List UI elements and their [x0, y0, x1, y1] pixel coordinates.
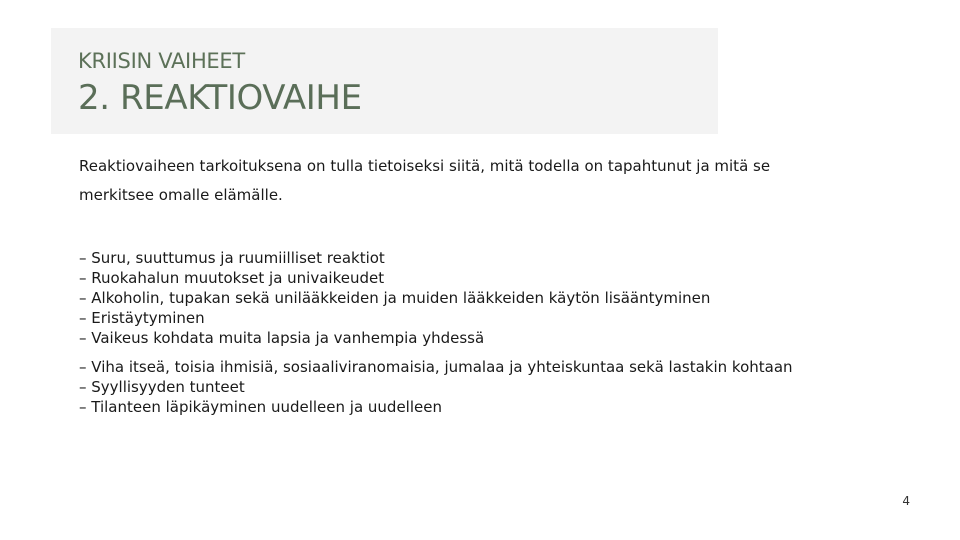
reaction-list-second: [79, 357, 793, 417]
list-item: – Suru, suuttumus ja ruumiilliset reaktiot: [79, 249, 385, 267]
page-number: 4: [902, 494, 910, 508]
slide-title: 2. REAKTIOVAIHE: [78, 78, 362, 118]
list-item: – Alkoholin, tupakan sekä unilääkkeiden ja muiden lääkkeiden käytön lisääntyminen: [79, 289, 711, 307]
list-item: – Tilanteen läpikäyminen uudelleen ja uudelleen: [79, 398, 442, 416]
intro-paragraph: Reaktiovaiheen tarkoituksena on tulla tietoiseksi siitä, mitä todella on tapahtunut ja mitä se merkitsee omalle elämälle.: [79, 157, 771, 204]
list-item: – Eristäytyminen: [79, 309, 205, 327]
list-item: – Syyllisyyden tunteet: [79, 378, 245, 396]
slide-kicker: KRIISIN VAIHEET: [78, 49, 245, 73]
list-item: – Vaikeus kohdata muita lapsia ja vanhempia yhdessä: [79, 329, 485, 347]
list-item: – Ruokahalun muutokset ja univaikeudet: [79, 269, 385, 287]
reaction-list-first: [79, 248, 710, 348]
list-item: – Viha itseä, toisia ihmisiä, sosiaaliviranomaisia, jumalaa ja yhteiskuntaa sekä lastakin kohtaan: [79, 358, 793, 376]
